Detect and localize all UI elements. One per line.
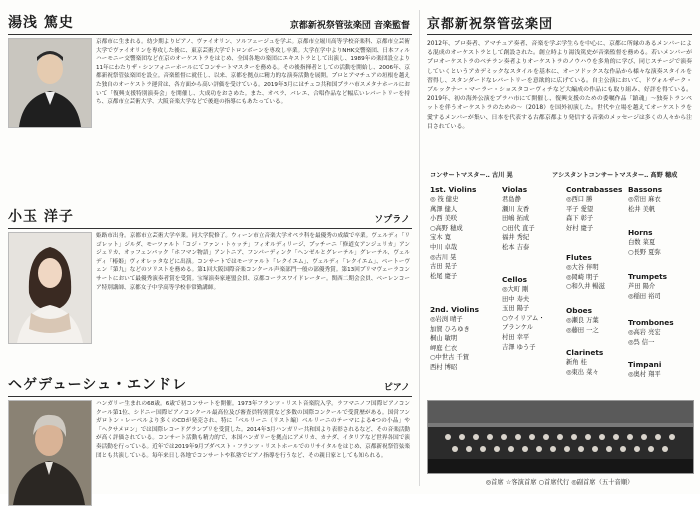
section-title: 1st. Violins [430,185,477,194]
member: 松尾 慶子 [430,272,458,280]
member: ◎古川 晃 [430,253,457,261]
section-second-violins [430,305,479,373]
member: ◎西口 勝 [566,196,593,203]
section-title: Timpani [628,360,662,369]
orchestra-title: 京都新祝祭管弦楽団 [427,17,554,32]
profile-name: 湯浅 篤史 [8,15,74,31]
member: 森下 彰子 [566,215,594,223]
profile-conductor [8,14,412,106]
member: ◎岡崎 明子 [566,273,599,281]
orchestra-group-photo [427,400,694,474]
member: ◎奥村 翔平 [628,371,661,378]
section-title: Trumpets [628,272,668,281]
section-timpani [628,360,661,380]
section-title: 2nd. Violins [430,305,480,314]
member: ○ウイリアム・ [502,314,545,322]
column-divider [419,10,420,486]
section-flutes [566,253,605,292]
member: 新角 桂 [566,359,587,366]
seat-legend: ◎首席 ☆客演首席 ○首席代行 ◎副首席（五十音順） [485,479,634,486]
member: ◎常田 麻衣 [628,196,661,203]
section-title: Contrabasses [566,185,623,194]
member: ◎大谷 伴明 [566,264,599,271]
section-violas [502,185,535,253]
member: 福井 秀紀 [502,234,530,242]
profile-header [8,14,412,35]
member: 白数 菜夏 [628,239,656,246]
section-contrabasses [566,185,622,233]
member: 西村 博昭 [430,363,458,371]
member: ◎東出 菜々 [566,368,599,376]
section-title: Trombones [628,318,674,327]
member: ◎瀬良 万葉 [566,317,599,324]
profile-header [8,208,412,229]
member: ○和久井 暢滋 [566,283,605,291]
section-title: Violas [502,185,528,194]
portrait-photo [8,400,92,506]
member: ○長野 夏弥 [628,248,661,256]
concertmaster-line [430,170,692,180]
profile-piano [8,376,412,459]
profile-role: 京都新祝祭管弦楽団 音楽監督 [289,21,410,31]
profile-name: ヘゲデューシュ・エンドレ [8,377,188,393]
member: ブランケル [502,324,534,332]
member: 田嶋 拓成 [502,215,530,223]
profile-name: 小玉 洋子 [8,209,74,225]
portrait-pianist-icon [9,401,91,505]
member: 君島静 [502,196,521,203]
member: ◎岩渕 晴子 [430,316,463,323]
member: 中川 卓哉 [430,243,458,251]
member: 田中 寿夫 [502,295,530,303]
section-oboes [566,306,599,335]
section-title: Flutes [566,253,592,262]
profile-role: ソプラノ [374,215,410,225]
section-title: Clarinets [566,348,604,357]
member: ◎高岩 亮宏 [628,329,661,336]
profile-bio: 姫路市出身。京都市立芸術大学卒業。同大学院修了。ウィーン市立音楽大学オペラ科を最優秀の成績で卒業。ヴェルディ「リゴレット」ジルダ、モーツァルト「コジ・ファン・トゥッテ」フィオルディリージ、プッチーニ「修道女アンジェリカ」アンジェリカ、オッフェンバック「ホフマン物語」アントニア、フンパーディンク「ヘンゼルとグレーテル」グレーテル、ヴェルディ「椿姫」ヴィオレッタなどに出演。コンサートではモーツァルト「レクイエム」、ヴェルディ「レクイエム」、ベートーヴェン「第九」などのソリストを務める。第1回大阪国際音楽コンクール声楽部門一般の部優秀賞。第13回プリマヴェーラコンサートにおいて最優秀演奏者賞を受賞。宝塚演奏家連盟会員、京都コーラスワイドレーター。関西二期会会員、ベーレンコーア特別講師、京都女子中学高等学校非常勤講師。 [96,233,410,291]
section-bassoons [628,185,662,214]
member: ◎呉 信一 [628,338,655,346]
section-trumpets [628,272,667,301]
member: 岬庭 仁衣 [430,344,458,352]
concertmaster: コンサートマスター‥ 古川 晃 [430,172,513,179]
profile-soprano [8,208,412,291]
member: ○田代 直子 [502,224,535,232]
section-trombones [628,318,674,347]
member: ◎稲田 裕司 [628,292,661,300]
section-horns [628,228,661,257]
profile-bio: ハンガリー生まれの68歳。6歳で初コンサートを開催。1973年フランツ・リスト音楽院入学。ラフマニノフ国際ピアノコンクール第1位、シドニー国際ピアノコンクール最高位及び審査員特別賞など多数の国際コンクールで受賞歴がある。国営フンガロトン・レーベルより多くのCDが発売され、特に「ベルリーニ（リスト編）ベルリーニのテーマによる4つの小品」や「ヘクサメロン」では国際レコードグランプリを受賞した。2014年3月ハンガリー共和国より表彰されるなど、その音楽活動が高く評価されている。コンサート活動も精力的で、本国ハンガリーを拠点にアメリカ、カナダ、イタリアなど世界各国で演奏活動を行っている。近年では2019年9月ブダペスト・フランツ・リストホールでのリサイタルをはじめ、京都新祝祭管弦楽団とも共演している。毎年来日し各地でコンサートや私塾でピアノ指導を行うなど、その親日家としても知られる。 [96,401,410,459]
orchestra-photo-icon [428,401,693,473]
section-first-violins [430,185,476,281]
member: 松本 吉泰 [502,243,530,251]
member: 村田 幸平 [502,333,530,341]
member: 萬澤 健人 [430,205,458,213]
section-cellos [502,275,545,352]
member: 吉澤 ゆう子 [502,343,536,351]
portrait-photo [8,232,92,344]
member: 松井 美帆 [628,205,656,213]
portrait-conductor-icon [9,39,91,127]
member: 桐山 敏明 [430,335,458,343]
member: 芦田 陽介 [628,283,656,290]
member: 古田 晃子 [430,263,458,271]
profile-role: ピアノ [383,383,410,393]
section-title: Oboes [566,306,593,315]
assistant-concertmaster: アシスタントコンサートマスター‥ 髙野 穂成 [552,172,678,179]
profile-bio: 京都市に生まれる。幼少期よりピアノ、ヴァイオリン、ソルフェージュを学ぶ。京都市立堀川高等学校音楽科、京都市立芸術大学でヴァイオリンを専攻した後に、東京芸術大学でトロンボーンを専攻し卒業。大学在学中よりNHK交響楽団、日本フィルハーモニー交響楽団など在京のオーケストラをはじめ、全国各地の楽団にエキストラとして出演し、1989年の楽団設立より11年にわたりザ・シンフォニーホールにてコンサートマスターを務める。その後指揮者としての活動を開始し、2006年、京都新祝祭管弦楽団を設立。音楽監督に就任し、以来、京都を拠点に精力的な演奏活動を展開。プロとアマチュアの垣根を越えた独自のオーケストラ運営は、各方面から高い評価を受けている。2019年3月にはチェコ共和国プラハ市スメタナホールにおいて「復興支援特別演奏会」を開催し、大成功をおさめた。また、オペラ、バレエ、合唱作品など幅広いレパートリーを持ち、京都市立芸術大学、大阪音楽大学などで後進の指導にもあたっている。 [96,39,410,106]
member: 好村 慶子 [566,224,594,232]
section-title: Bassons [628,185,663,194]
member: 小西 美咲 [430,215,458,223]
member: ◎ 筏 健史 [430,196,459,203]
member: 玉田 陽子 [502,305,530,313]
orchestra-intro: 2012年、プロ奏者、アマチュア奏者、音楽を学ぶ学生らを中心に、京都に所縁のあるメンバーによる混成のオーケストラとして創設された。創立時より湯浅篤史が音楽監督を務める。若いメンバーがプロオーケストラのベテラン奏者よりオーケストラのノウハウを多角的に学び、同じステージで演奏していくというアカデミックなスタイルを基本に、オーソドックスな作品から様々な演奏スタイルを習得し、スタンダードなレパートリーを意欲的に広げている。自主公演において、ドヴォルザーク・ブルックナー・マーラー・ショスタコーヴィチなど大編成の作品にも取り組み、好評を得ている。2019年、初の海外公演をプラハ市にて開催し、復興支援のための委嘱作品「鎮魂」〜独奏トランペットを伴うオーケストラのための〜（2018）を国外初演した。世代や立場を越えてオーケストラを愛するメンバーが集い、日本を代表する古都京都より発信する音楽のメッセージは多くの人々から注目されている。 [427,41,692,130]
section-title: Cellos [502,275,527,284]
portrait-photo [8,38,92,128]
member: 宝木 寛 [430,234,451,242]
section-title: Horns [628,228,653,237]
member: ○中世古 千賀 [430,354,469,362]
portrait-soprano-icon [9,233,91,343]
orchestra-header [427,14,692,35]
member: ○高野 穂成 [430,224,463,232]
profile-header [8,376,412,397]
member: ◎藤田 一之 [566,326,599,334]
member: 瀬川 友香 [502,205,530,213]
member: 加賀 ひろゆき [430,325,470,333]
section-clarinets [566,348,603,377]
member: 平子 愛望 [566,205,594,213]
member: ◎大町 剛 [502,286,529,293]
